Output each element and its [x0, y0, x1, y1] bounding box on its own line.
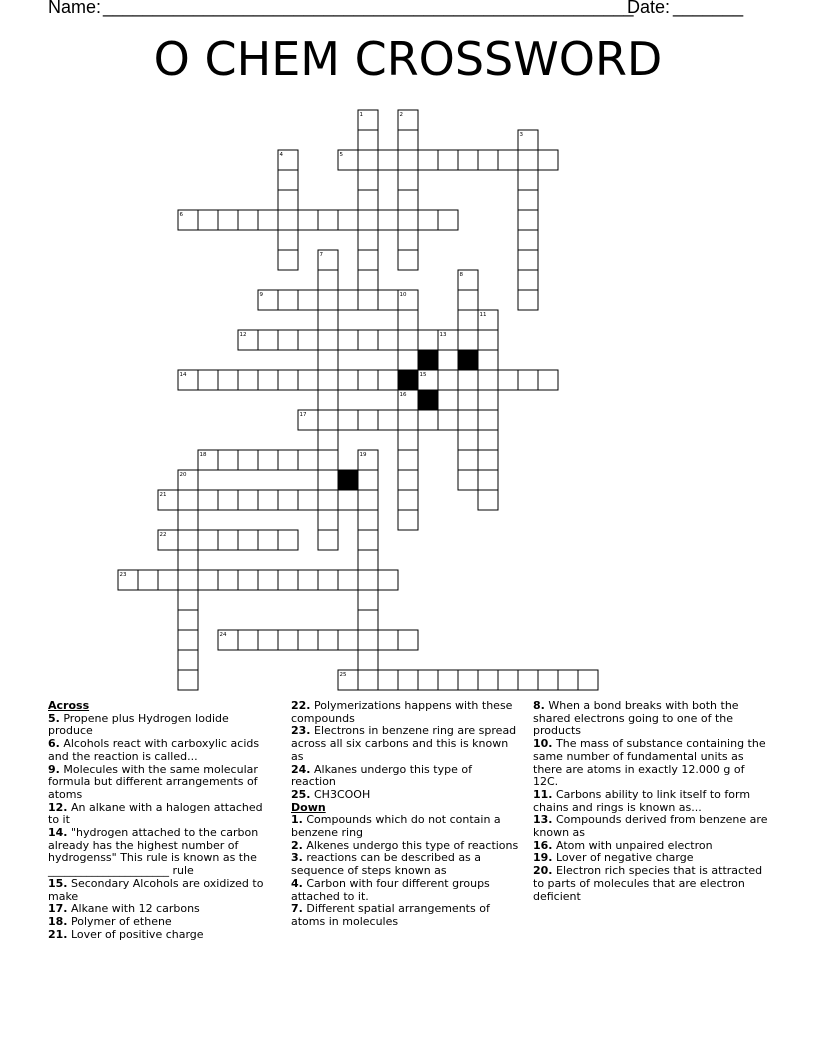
grid-cell[interactable]	[278, 370, 298, 390]
grid-cell[interactable]	[358, 650, 378, 670]
grid-cell[interactable]	[178, 490, 198, 510]
grid-cell[interactable]	[458, 150, 478, 170]
grid-cell[interactable]	[218, 450, 238, 470]
grid-cell[interactable]	[278, 250, 298, 270]
grid-cell[interactable]	[418, 330, 438, 350]
grid-cell[interactable]	[518, 170, 538, 190]
grid-cell[interactable]	[398, 430, 418, 450]
clue-down: 11. Carbons ability to link itself to form chains and rings is known as...	[533, 787, 751, 814]
grid-cell[interactable]	[378, 330, 398, 350]
grid-cell[interactable]	[238, 370, 258, 390]
grid-cell[interactable]	[318, 490, 338, 510]
grid-cell[interactable]	[398, 130, 418, 150]
grid-cell[interactable]	[318, 390, 338, 410]
cell-number: 23	[119, 572, 127, 578]
grid-cell[interactable]	[238, 530, 258, 550]
grid-cell[interactable]	[358, 590, 378, 610]
grid-cell[interactable]	[238, 490, 258, 510]
grid-cell[interactable]	[318, 470, 338, 490]
grid-cell[interactable]	[358, 210, 378, 230]
grid-cell[interactable]	[258, 330, 278, 350]
clue-across: 21. Lover of positive charge	[48, 927, 204, 941]
grid-cell[interactable]	[398, 230, 418, 250]
grid-cell[interactable]	[358, 550, 378, 570]
grid-cell[interactable]	[438, 150, 458, 170]
grid-cell[interactable]	[178, 590, 198, 610]
grid-cell[interactable]	[378, 210, 398, 230]
grid-cell[interactable]	[378, 630, 398, 650]
grid-cell[interactable]	[358, 290, 378, 310]
grid-cell[interactable]	[478, 490, 498, 510]
name-blank[interactable]: _____________________________________________________	[103, 0, 634, 17]
grid-cell[interactable]	[298, 330, 318, 350]
grid-cell[interactable]	[218, 370, 238, 390]
grid-cell[interactable]	[338, 330, 358, 350]
grid-cell[interactable]	[478, 470, 498, 490]
grid-cell[interactable]	[518, 190, 538, 210]
grid-cell[interactable]	[458, 310, 478, 330]
grid-cell[interactable]	[458, 450, 478, 470]
grid-cell[interactable]	[578, 670, 598, 690]
grid-cell[interactable]	[378, 570, 398, 590]
grid-cell[interactable]	[478, 150, 498, 170]
date-label: Date:	[627, 0, 671, 17]
grid-cell[interactable]	[358, 670, 378, 690]
grid-cell[interactable]	[318, 290, 338, 310]
grid-cell[interactable]	[458, 370, 478, 390]
cell-number: 9	[259, 292, 263, 298]
grid-cell[interactable]	[178, 610, 198, 630]
grid-cell[interactable]	[538, 150, 558, 170]
grid-cell[interactable]	[258, 370, 278, 390]
grid-cell[interactable]	[358, 610, 378, 630]
clues-column-3	[533, 700, 769, 903]
grid-cell[interactable]	[338, 570, 358, 590]
grid-cell[interactable]	[398, 470, 418, 490]
grid-cell[interactable]	[258, 630, 278, 650]
grid-cell[interactable]	[358, 510, 378, 530]
grid-cell[interactable]	[318, 410, 338, 430]
grid-cell[interactable]	[418, 150, 438, 170]
clue-across: 17. Alkane with 12 carbons	[48, 902, 200, 916]
grid-cell[interactable]	[418, 210, 438, 230]
grid-cell[interactable]	[358, 270, 378, 290]
grid-cell[interactable]	[358, 150, 378, 170]
grid-cell[interactable]	[318, 330, 338, 350]
grid-cell[interactable]	[178, 530, 198, 550]
grid-cell[interactable]	[278, 230, 298, 250]
grid-cell[interactable]	[318, 370, 338, 390]
grid-cell[interactable]	[298, 450, 318, 470]
cell-number: 25	[339, 672, 347, 678]
grid-cell[interactable]	[478, 370, 498, 390]
grid-cell[interactable]	[298, 290, 318, 310]
grid-cell[interactable]	[298, 630, 318, 650]
grid-cell[interactable]	[478, 410, 498, 430]
grid-cell[interactable]	[358, 190, 378, 210]
cell-number: 5	[339, 152, 343, 158]
grid-cell[interactable]	[298, 570, 318, 590]
cell-number: 13	[439, 332, 447, 338]
grid-cell[interactable]	[318, 630, 338, 650]
grid-cell[interactable]	[398, 490, 418, 510]
cell-number: 3	[519, 132, 523, 138]
grid-cell[interactable]	[478, 430, 498, 450]
grid-cell[interactable]	[378, 670, 398, 690]
cell-number: 6	[179, 212, 183, 218]
grid-cell[interactable]	[398, 310, 418, 330]
grid-cell[interactable]	[298, 370, 318, 390]
grid-cell[interactable]	[278, 290, 298, 310]
cell-number: 18	[199, 452, 207, 458]
cell-number: 19	[359, 452, 367, 458]
grid-cell[interactable]	[318, 570, 338, 590]
grid-cell[interactable]	[378, 370, 398, 390]
grid-cell[interactable]	[258, 490, 278, 510]
grid-cell[interactable]	[298, 210, 318, 230]
grid-cell[interactable]	[198, 570, 218, 590]
grid-cell[interactable]	[258, 210, 278, 230]
clue-down: 2. Alkenes undergo this type of reactions	[291, 838, 519, 852]
grid-cell[interactable]	[358, 130, 378, 150]
grid-cell[interactable]	[338, 490, 358, 510]
grid-cell[interactable]	[278, 210, 298, 230]
grid-cell[interactable]	[338, 290, 358, 310]
clue-down: 1. Compounds which do not contain a benzene ring	[291, 813, 501, 840]
grid-cell[interactable]	[338, 370, 358, 390]
clues-column-1	[48, 700, 274, 941]
grid-cell[interactable]	[478, 390, 498, 410]
grid-cell[interactable]	[198, 530, 218, 550]
grid-cell[interactable]	[178, 650, 198, 670]
black-cell	[398, 370, 418, 390]
grid-cell[interactable]	[278, 570, 298, 590]
grid-cell[interactable]	[498, 370, 518, 390]
grid-cell[interactable]	[178, 630, 198, 650]
grid-cell[interactable]	[218, 570, 238, 590]
cell-number: 15	[419, 372, 427, 378]
across-heading: Across	[48, 699, 90, 712]
grid-cell[interactable]	[498, 150, 518, 170]
grid-cell[interactable]	[278, 330, 298, 350]
grid-cell[interactable]	[438, 410, 458, 430]
grid-cell[interactable]	[278, 530, 298, 550]
clue-across: 23. Electrons in benzene ring are spread across all six carbons and this is known as	[291, 724, 517, 763]
cell-number: 4	[279, 152, 283, 158]
grid-cell[interactable]	[458, 330, 478, 350]
grid-cell[interactable]	[318, 430, 338, 450]
cell-number: 12	[239, 332, 247, 338]
grid-cell[interactable]	[318, 450, 338, 470]
date-blank[interactable]: _______	[673, 0, 744, 17]
cell-number: 1	[359, 112, 363, 118]
clue-down: 4. Carbon with four different groups attached to it.	[291, 876, 490, 903]
grid-cell[interactable]	[418, 670, 438, 690]
grid-cell[interactable]	[258, 530, 278, 550]
grid-cell[interactable]	[278, 450, 298, 470]
cell-number: 10	[399, 292, 407, 298]
cell-number: 21	[159, 492, 167, 498]
grid-cell[interactable]	[318, 510, 338, 530]
grid-cell[interactable]	[318, 310, 338, 330]
grid-cell[interactable]	[238, 570, 258, 590]
grid-cell[interactable]	[358, 370, 378, 390]
grid-cell[interactable]	[358, 170, 378, 190]
grid-cell[interactable]	[398, 330, 418, 350]
grid-cell[interactable]	[478, 350, 498, 370]
grid-cell[interactable]	[398, 510, 418, 530]
grid-cell[interactable]	[558, 670, 578, 690]
grid-cell[interactable]	[478, 450, 498, 470]
down-heading: Down	[291, 800, 326, 814]
grid-cell[interactable]	[518, 150, 538, 170]
grid-cell[interactable]	[278, 170, 298, 190]
clue-down: 10. The mass of substance containing the same number of fundamental units as there are atoms in exactly 12.000 g of 12C.	[533, 737, 766, 789]
black-cell	[418, 350, 438, 370]
clue-down: 19. Lover of negative charge	[533, 851, 694, 865]
cell-number: 14	[179, 372, 187, 378]
cell-number: 20	[179, 472, 187, 478]
grid-cell[interactable]	[398, 350, 418, 370]
clue-down: 16. Atom with unpaired electron	[533, 838, 713, 852]
grid-cell[interactable]	[398, 450, 418, 470]
grid-cell[interactable]	[358, 230, 378, 250]
clue-across: 14. "hydrogen attached to the carbon already has the highest number of hydrogenss" This rule is known as the ______________________ rule	[48, 826, 259, 878]
grid-cell[interactable]	[478, 670, 498, 690]
clue-down: 7. Different spatial arrangements of atoms in molecules	[291, 902, 490, 928]
grid-cell[interactable]	[278, 630, 298, 650]
grid-cell[interactable]	[258, 570, 278, 590]
clue-across: 15. Secondary Alcohols are oxidized to make	[48, 876, 264, 903]
grid-cell[interactable]	[278, 190, 298, 210]
grid-cell[interactable]	[338, 630, 358, 650]
grid-cell[interactable]	[138, 570, 158, 590]
grid-cell[interactable]	[378, 410, 398, 430]
cell-number: 7	[319, 252, 323, 258]
grid-cell[interactable]	[418, 410, 438, 430]
grid-cell[interactable]	[218, 210, 238, 230]
grid-cell[interactable]	[518, 290, 538, 310]
grid-cell[interactable]	[358, 630, 378, 650]
grid-cell[interactable]	[458, 290, 478, 310]
grid-cell[interactable]	[518, 370, 538, 390]
grid-cell[interactable]	[398, 250, 418, 270]
grid-cell[interactable]	[398, 630, 418, 650]
grid-cell[interactable]	[358, 490, 378, 510]
cell-number: 2	[399, 112, 403, 118]
name-label: Name:	[48, 0, 102, 17]
grid-cell[interactable]	[498, 670, 518, 690]
grid-cell[interactable]	[178, 550, 198, 570]
grid-cell[interactable]	[378, 150, 398, 170]
grid-cell[interactable]	[398, 210, 418, 230]
grid-cell[interactable]	[178, 570, 198, 590]
grid-cell[interactable]	[398, 410, 418, 430]
grid-cell[interactable]	[458, 670, 478, 690]
grid-cell[interactable]	[538, 370, 558, 390]
black-cell	[458, 350, 478, 370]
clue-across: 25. CH3COOH	[291, 787, 371, 801]
cell-number: 22	[159, 532, 167, 538]
grid-cell[interactable]	[158, 570, 178, 590]
grid-cell[interactable]	[398, 190, 418, 210]
grid-cell[interactable]	[358, 410, 378, 430]
grid-cell[interactable]	[218, 530, 238, 550]
grid-cell[interactable]	[458, 430, 478, 450]
grid-cell[interactable]	[218, 490, 238, 510]
grid-cell[interactable]	[298, 490, 318, 510]
grid-cell[interactable]	[338, 410, 358, 430]
clue-across: 12. An alkane with a halogen attached to it	[48, 800, 263, 827]
grid-cell[interactable]	[538, 670, 558, 690]
grid-cell[interactable]	[318, 530, 338, 550]
cell-number: 8	[459, 272, 463, 278]
page-title: O CHEM CROSSWORD	[153, 32, 663, 86]
grid-cell[interactable]	[438, 350, 458, 370]
clue-across: 18. Polymer of ethene	[48, 914, 172, 928]
grid-cell[interactable]	[358, 330, 378, 350]
grid-cell[interactable]	[358, 530, 378, 550]
grid-cell[interactable]	[198, 210, 218, 230]
grid-cell[interactable]	[458, 410, 478, 430]
grid-cell[interactable]	[178, 670, 198, 690]
grid-cell[interactable]	[438, 370, 458, 390]
black-cell	[418, 390, 438, 410]
cell-number: 16	[399, 392, 407, 398]
grid-cell[interactable]	[438, 210, 458, 230]
grid-cell[interactable]	[358, 570, 378, 590]
grid-cell[interactable]	[518, 230, 538, 250]
grid-cell[interactable]	[238, 630, 258, 650]
grid-cell[interactable]	[398, 670, 418, 690]
grid-cell[interactable]	[458, 390, 478, 410]
black-cell	[338, 470, 358, 490]
clue-across: 22. Polymerizations happens with these compounds	[291, 699, 513, 725]
grid-cell[interactable]	[278, 490, 298, 510]
clue-across: 5. Propene plus Hydrogen Iodide produce	[48, 711, 229, 738]
grid-cell[interactable]	[398, 170, 418, 190]
grid-cell[interactable]	[518, 270, 538, 290]
cell-number: 24	[219, 632, 227, 638]
clue-down: 8. When a bond breaks with both the shared electrons going to one of the products	[533, 699, 739, 738]
grid-cell[interactable]	[238, 210, 258, 230]
grid-cell[interactable]	[358, 250, 378, 270]
grid-cell[interactable]	[318, 350, 338, 370]
grid-cell[interactable]	[518, 210, 538, 230]
grid-cell[interactable]	[338, 210, 358, 230]
cell-number: 17	[299, 412, 307, 418]
clue-down: 13. Compounds derived from benzene are known as	[533, 813, 768, 840]
grid-cell[interactable]	[518, 250, 538, 270]
grid-cell[interactable]	[478, 330, 498, 350]
clue-across: 24. Alkanes undergo this type of reaction	[291, 762, 472, 789]
clues-column-2	[291, 700, 519, 929]
grid-cell[interactable]	[178, 510, 198, 530]
grid-cell[interactable]	[458, 470, 478, 490]
grid-cell[interactable]	[518, 670, 538, 690]
grid-cell[interactable]	[378, 290, 398, 310]
grid-cell[interactable]	[238, 450, 258, 470]
grid-cell[interactable]	[198, 370, 218, 390]
clue-across: 6. Alcohols react with carboxylic acids and the reaction is called...	[48, 737, 260, 763]
grid-cell[interactable]	[438, 670, 458, 690]
grid-cell[interactable]	[398, 150, 418, 170]
grid-cell[interactable]	[318, 270, 338, 290]
clue-down: 20. Electron rich species that is attracted to parts of molecules that are electron deficient	[533, 864, 763, 903]
grid-cell[interactable]	[198, 490, 218, 510]
clue-across: 9. Molecules with the same molecular formula but different arrangements of atoms	[48, 762, 258, 801]
grid-cell[interactable]	[258, 450, 278, 470]
grid-cell[interactable]	[358, 470, 378, 490]
grid-cell[interactable]	[318, 210, 338, 230]
cell-number: 11	[479, 312, 487, 318]
clue-down: 3. reactions can be described as a sequence of steps known as	[291, 851, 482, 878]
